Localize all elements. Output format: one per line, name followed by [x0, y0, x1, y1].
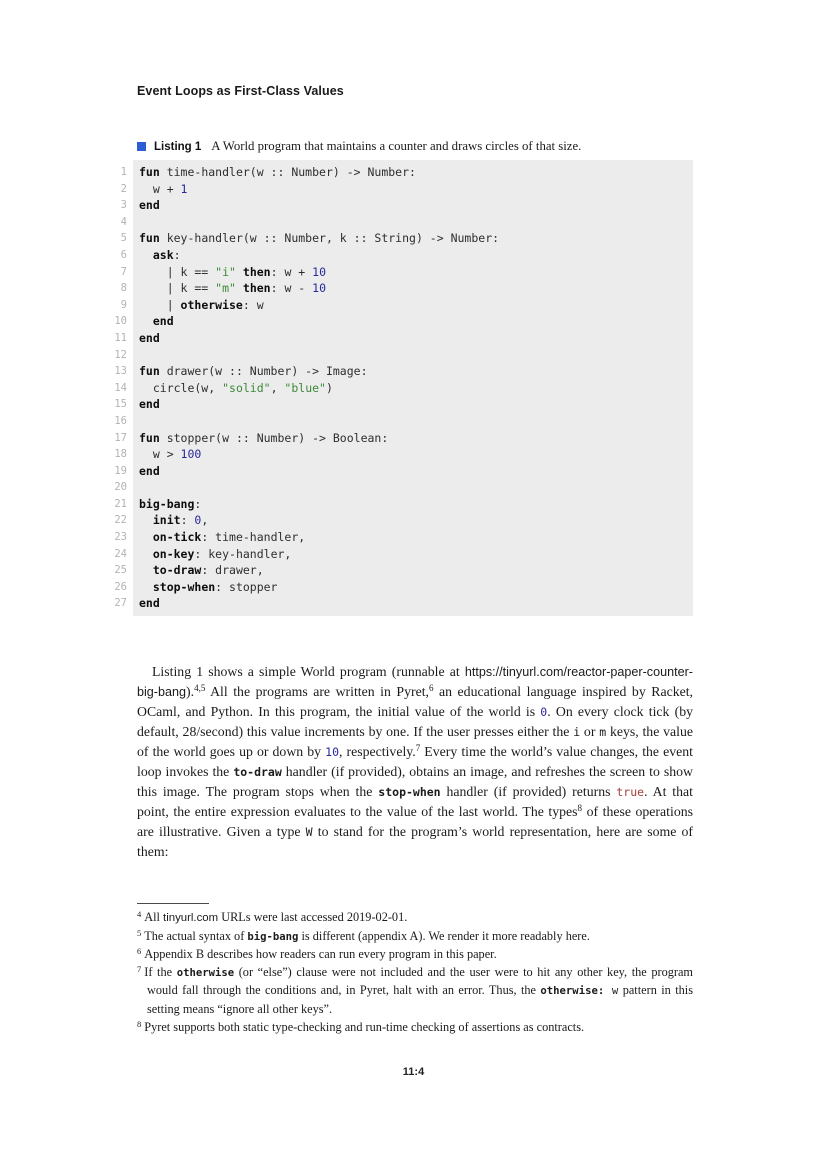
- line-number: 9: [120, 298, 127, 311]
- code-line: [139, 413, 693, 430]
- text-segment-k: end: [139, 330, 160, 345]
- code-line: [139, 579, 693, 596]
- text-segment-t: ,: [270, 380, 285, 395]
- text-segment-r: ).: [186, 683, 195, 699]
- footnote-marker: 6: [137, 946, 142, 957]
- text-segment-t: [139, 314, 153, 328]
- text-segment-t: | k ==: [139, 264, 216, 279]
- text-segment-n: 10: [312, 281, 326, 296]
- text-segment-t: :: [180, 513, 195, 528]
- text-segment-r: The actual syntax of: [144, 928, 248, 943]
- text-segment-r: Pyret supports both static type-checking and run-time checking of assertions as contracts.: [144, 1019, 585, 1034]
- text-segment-t: ): [325, 380, 333, 395]
- text-segment-r: pattern in this setting means “ignore all other keys”.: [147, 983, 693, 1016]
- line-number: 1: [120, 166, 127, 178]
- code-line: [139, 264, 693, 281]
- text-segment-r: Appendix B describes how readers can run every program in this paper.: [144, 947, 497, 962]
- footnote: [137, 946, 693, 964]
- text-segment-k: on-key: [152, 546, 195, 561]
- text-segment-t: : w: [242, 297, 264, 312]
- text-segment-t: time-handler(w :: Number) -> Number:: [159, 165, 416, 179]
- code-line: [139, 546, 693, 563]
- text-segment-sup: 7: [415, 743, 421, 754]
- text-segment-t: [139, 580, 153, 594]
- text-segment-r: handler (if provided) returns: [440, 783, 617, 799]
- text-segment-s: "blue": [284, 380, 326, 395]
- text-segment-sup: 4,5: [194, 683, 206, 694]
- text-segment-n: 0: [194, 513, 202, 528]
- text-segment-k: fun: [139, 231, 160, 246]
- line-number: 10: [114, 315, 127, 328]
- line-number: 24: [114, 547, 127, 560]
- line-number: 23: [114, 531, 127, 544]
- line-number: 15: [114, 398, 127, 411]
- footnote-marker: 4: [137, 909, 142, 919]
- text-segment-url: https://tinyurl.com/reactor-paper-counter-big-bang: [137, 664, 693, 699]
- code-line: [139, 347, 693, 364]
- line-number: 2: [120, 182, 127, 195]
- code-line: [139, 214, 693, 231]
- line-number: 26: [114, 580, 127, 593]
- text-segment-k: fun: [139, 165, 160, 179]
- text-segment-k: on-tick: [152, 530, 202, 545]
- text-segment-t: key-handler(w :: Number, k :: String) -> Number:: [159, 231, 500, 246]
- listing-caption-label: Listing 1: [154, 140, 202, 153]
- text-segment-k: end: [139, 596, 160, 611]
- text-segment-k: end: [139, 397, 160, 412]
- code-line: [139, 562, 693, 579]
- text-segment-k: init: [152, 513, 181, 528]
- line-number: 21: [114, 497, 127, 510]
- code-line: [139, 297, 693, 314]
- text-segment-mn: 0: [540, 704, 548, 719]
- text-segment-r: Every time the world’s value changes, the event loop invokes the: [137, 743, 693, 779]
- line-number: 7: [120, 265, 127, 278]
- text-segment-m: m: [599, 724, 607, 739]
- code-line: [139, 197, 693, 214]
- code-line: [139, 230, 693, 247]
- code-line: [139, 181, 693, 198]
- line-number: 25: [114, 564, 127, 577]
- footnote-marker: 7: [137, 963, 142, 974]
- code-line: [139, 595, 693, 612]
- text-segment-t: [236, 265, 243, 279]
- body-paragraph: [137, 662, 693, 862]
- running-header: Event Loops as First-Class Values: [137, 84, 344, 98]
- line-number: 5: [120, 232, 127, 245]
- text-segment-k: then: [242, 281, 271, 296]
- text-segment-r: an educational language inspired by Racket, OCaml, and Python. In this program, the initial value of the world is: [137, 683, 693, 719]
- footnotes: [137, 909, 693, 1036]
- text-segment-r: . At that point, the entire expression evaluates to the value of the last world. The types: [137, 783, 693, 819]
- text-segment-k: to-draw: [152, 563, 202, 578]
- line-number: 14: [114, 381, 127, 394]
- code-line: [139, 512, 693, 529]
- text-segment-t: : key-handler,: [194, 546, 292, 561]
- text-segment-r: is different (appendix A). We render it more readably here.: [298, 928, 590, 943]
- code-line: [139, 463, 693, 480]
- text-segment-t: w >: [139, 447, 181, 462]
- text-segment-t: : time-handler,: [201, 530, 306, 545]
- code-line: [139, 479, 693, 496]
- text-segment-m: w: [604, 985, 619, 998]
- code-line: [139, 396, 693, 413]
- listing-caption: [137, 139, 693, 154]
- text-segment-sup: 8: [577, 803, 583, 814]
- code-line: [139, 430, 693, 447]
- line-number: 13: [114, 365, 127, 378]
- text-segment-mb: stop-when: [378, 784, 441, 799]
- code-line: [139, 529, 693, 546]
- line-number: 19: [114, 464, 127, 477]
- text-segment-r: handler (if provided), obtains an image, and refreshes the screen to show this image. The program stops when the: [137, 763, 693, 799]
- text-segment-k: fun: [139, 430, 160, 445]
- text-segment-r: of these operations are illustrative. Given a type: [137, 803, 693, 839]
- line-number: 4: [120, 215, 127, 228]
- code-line-numbers: [105, 160, 133, 616]
- code-line: [139, 164, 693, 181]
- line-number: 8: [120, 282, 127, 295]
- text-segment-k: fun: [139, 364, 160, 379]
- line-number: 11: [114, 331, 127, 344]
- text-segment-n: 10: [312, 264, 326, 279]
- text-segment-r: Listing 1 shows a simple World program (runnable at: [152, 663, 465, 679]
- text-segment-s: "m": [215, 281, 236, 296]
- code-listing: [105, 160, 693, 616]
- text-segment-r: keys, the value of the world goes up or down by: [137, 723, 693, 759]
- text-segment-k: end: [139, 463, 160, 478]
- code-line: [139, 280, 693, 297]
- text-segment-t: : stopper: [215, 579, 278, 594]
- listing-marker-icon: [137, 142, 146, 151]
- text-segment-m: i: [573, 724, 581, 739]
- text-segment-k: otherwise: [180, 297, 243, 312]
- text-segment-mb: otherwise:: [540, 985, 605, 998]
- text-segment-k: stop-when: [152, 579, 216, 594]
- text-segment-t: ,: [201, 513, 209, 528]
- line-number: 3: [120, 199, 127, 212]
- footnote: [137, 909, 693, 928]
- line-number: 18: [114, 448, 127, 461]
- line-number: 12: [114, 348, 127, 361]
- text-segment-t: : drawer,: [201, 563, 264, 578]
- text-segment-t: [139, 563, 153, 577]
- code-line: [139, 446, 693, 463]
- text-segment-t: drawer(w :: Number) -> Image:: [159, 364, 368, 379]
- text-segment-mr: true: [616, 784, 645, 799]
- text-segment-m: W: [305, 824, 313, 839]
- text-segment-t: | k ==: [139, 281, 216, 296]
- code-line: [139, 380, 693, 397]
- text-segment-sans: tinyurl.com: [163, 912, 219, 924]
- text-segment-r: URLs were last accessed 2019-02-01.: [218, 910, 408, 924]
- text-segment-t: [139, 530, 153, 544]
- code-line: [139, 496, 693, 513]
- line-number: 20: [114, 481, 127, 494]
- text-segment-r: or: [580, 723, 600, 739]
- text-segment-r: All the programs are written in Pyret,: [205, 683, 429, 699]
- line-number: 27: [114, 597, 127, 610]
- code-line: [139, 363, 693, 380]
- line-number: 6: [120, 248, 127, 261]
- footnote-rule: [137, 903, 209, 904]
- page-number: 11:4: [402, 1066, 425, 1078]
- line-number: 22: [114, 514, 127, 527]
- text-segment-t: stopper(w :: Number) -> Boolean:: [159, 430, 389, 445]
- text-segment-r: . On every clock tick (by default, 28/second) this value increments by one. If the user presses either the: [137, 703, 694, 739]
- text-segment-k: big-bang: [139, 496, 195, 511]
- text-segment-r: If the: [144, 964, 177, 979]
- line-number: 17: [114, 431, 127, 444]
- text-segment-k: end: [139, 198, 160, 213]
- text-segment-mb: big-bang: [247, 930, 299, 943]
- text-segment-t: circle(w,: [139, 380, 223, 395]
- text-segment-s: "i": [215, 264, 236, 279]
- text-segment-t: [139, 248, 153, 262]
- text-segment-mb: otherwise: [176, 966, 235, 979]
- text-segment-t: :: [194, 496, 202, 511]
- footnote: [137, 964, 693, 1019]
- text-segment-r: to stand for the program’s world representation, here are some of them:: [137, 823, 693, 859]
- text-segment-n: 1: [180, 181, 188, 196]
- text-segment-n: 100: [180, 447, 202, 462]
- text-segment-t: w +: [139, 181, 181, 196]
- line-number: 16: [114, 414, 127, 427]
- code-line: [139, 330, 693, 347]
- text-segment-mn: 10: [325, 744, 339, 759]
- text-segment-t: : w -: [270, 281, 313, 296]
- listing-caption-text: A World program that maintains a counter and draws circles of that size.: [211, 139, 582, 153]
- code-line: [139, 247, 693, 264]
- footnote-marker: 5: [137, 927, 142, 938]
- text-segment-t: [139, 547, 153, 561]
- text-segment-k: then: [242, 264, 271, 279]
- code-line: [139, 313, 693, 330]
- text-segment-t: [236, 281, 243, 295]
- footnote-marker: 8: [137, 1018, 142, 1029]
- text-segment-k: ask: [152, 247, 174, 262]
- footnote: [137, 928, 693, 947]
- text-segment-t: |: [139, 297, 181, 312]
- text-segment-t: : w +: [270, 264, 313, 279]
- text-segment-r: All: [144, 910, 164, 924]
- text-segment-t: :: [173, 247, 181, 262]
- code-lines: [133, 160, 693, 616]
- text-segment-t: [139, 513, 153, 527]
- text-segment-r: , respectively.: [339, 743, 416, 759]
- text-segment-r: (or “else”) clause were not included and the user were to hit any other key, the program would fall through the conditions and, in Pyret, halt with an error. Thus, the: [147, 964, 693, 998]
- footnote: [137, 1019, 693, 1037]
- text-segment-mb: to-draw: [233, 764, 282, 779]
- text-segment-s: "solid": [222, 380, 271, 395]
- text-segment-sup: 6: [429, 683, 434, 694]
- text-segment-k: end: [152, 314, 174, 329]
